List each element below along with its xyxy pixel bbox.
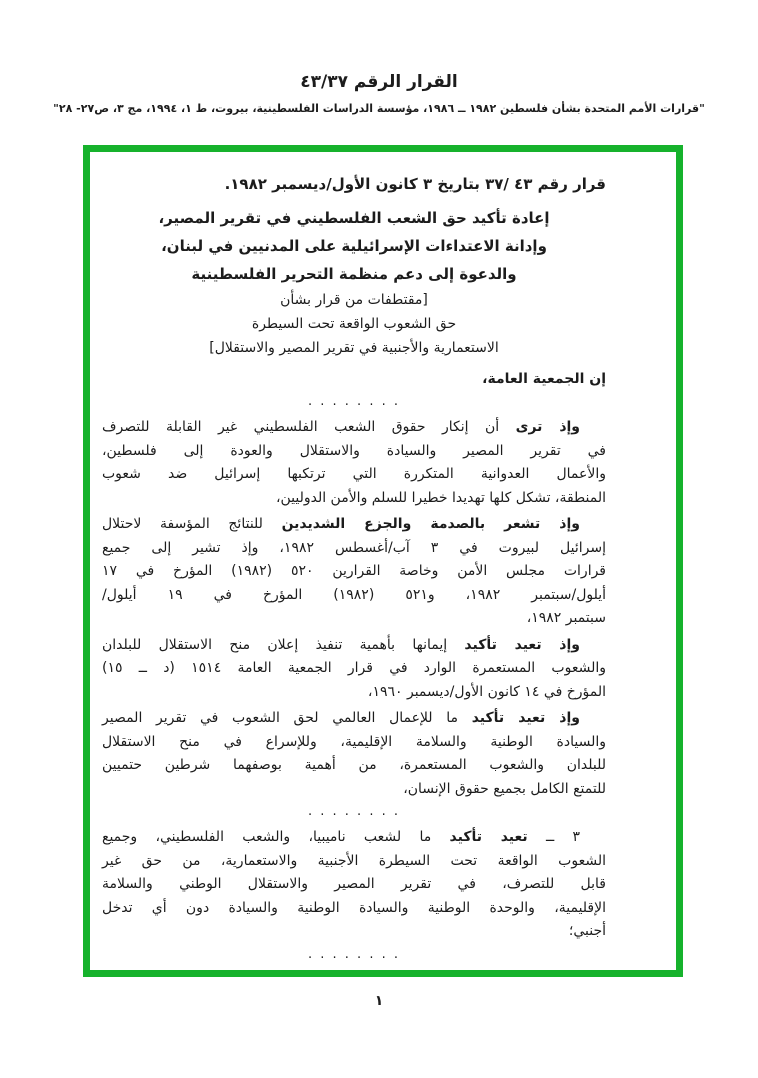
box-line: وإذ تعيد تأكيد إيمانها بأهمية تنفيذ إعلان منح الاستقلال للبلدان	[102, 636, 580, 653]
box-line: في تقرير المصير والسيادة والاستقلال والعودة إلى فلسطين،	[102, 442, 606, 459]
box-line: وإذ تعيد تأكيد ما للإعمال العالمي لحق الشعوب في تقرير المصير	[102, 710, 580, 726]
box-line: أجنبي؛	[568, 923, 606, 939]
box-line: المنطقة، تشكل كلها تهديدا خطيرا للسلم والأمن الدوليين،	[275, 489, 606, 506]
page-number: ١	[374, 993, 384, 1009]
box-line: ٣ ــ تعيد تأكيد ما لشعب ناميبيا، والشعب الفلسطيني، وجميع	[102, 829, 581, 845]
resolution-box	[83, 145, 683, 977]
box-line: إسرائيل لبيروت في ٣ آب/أغسطس ١٩٨٢، وإذ تشير إلى جميع	[102, 539, 606, 556]
box-line: قرار رقم ٤٣ /٣٧ بتاريخ ٣ كانون الأول/ديسمبر ١٩٨٢.	[224, 175, 606, 193]
box-line: سبتمبر ١٩٨٢،	[526, 610, 606, 626]
box-line: والأعمال العدوانية المتكررة التي ترتكبها إسرائيل ضد شعوب	[102, 466, 606, 482]
ellipsis-line: . . . . . . . .	[308, 804, 400, 819]
ellipsis-line: . . . . . . . .	[308, 394, 400, 409]
box-line: أيلول/سبتمبر ١٩٨٢، و٥٢١ (١٩٨٢) المؤرخ في ١٩ أيلول/	[102, 586, 607, 603]
ellipsis-line: . . . . . . . .	[308, 946, 400, 962]
box-line: حق الشعوب الواقعة تحت السيطرة	[251, 316, 457, 332]
box-line: للتمتع الكامل بجميع حقوق الإنسان،	[403, 780, 606, 797]
page-title: القرار الرقم ٤٣/٣٧	[300, 72, 458, 92]
box-line: والشعوب المستعمرة الوارد في قرار الجمعية العامة ١٥١٤ (د ــ ١٥)	[102, 660, 606, 676]
box-line: إن الجمعية العامة،	[482, 371, 606, 387]
box-line: قرارات مجلس الأمن وخاصة القرارين ٥٢٠ (١٩٨٢) المؤرخ في ١٧	[102, 563, 606, 579]
resolution-text	[90, 152, 676, 966]
box-line: [مقتطفات من قرار بشأن	[280, 292, 428, 308]
box-line: الإقليمية، والوحدة الوطنية والسيادة الوطنية والسيادة دون أي تدخل	[102, 899, 606, 916]
box-line: الشعوب الواقعة تحت السيطرة الأجنبية والاستعمارية، من حق غير	[102, 852, 606, 869]
source-citation: "قرارات الأمم المتحدة بشأن فلسطين ١٩٨٢ ــ ١٩٨٦، مؤسسة الدراسات الفلسطينية، بيروت، ط ١، ١٩٩٤، مج ٣، ص٢٧- ٢٨"	[53, 102, 705, 115]
box-line: وإذ ترى أن إنكار حقوق الشعب الفلسطيني غير القابلة للتصرف	[102, 419, 581, 435]
box-line: قابل للتصرف، في تقرير المصير والاستقلال الوطني والسلامة	[102, 876, 606, 892]
box-line: المؤرخ في ١٤ كانون الأول/ديسمبر ١٩٦٠،	[367, 683, 606, 700]
box-line: للبلدان والشعوب المستعمرة، من أهمية بوصفهما شرطين حتميين	[102, 757, 606, 773]
box-line: الاستعمارية والأجنبية في تقرير المصير والاستقلال]	[209, 340, 499, 356]
box-line: والسيادة الوطنية والسلامة الإقليمية، وللإسراع في منح الاستقلال	[102, 733, 606, 750]
box-line: إعادة تأكيد حق الشعب الفلسطيني في تقرير المصير،	[158, 209, 550, 227]
box-line: والدعوة إلى دعم منظمة التحرير الفلسطينية	[191, 265, 517, 283]
box-line: وإدانة الاعتداءات الإسرائيلية على المدنيين في لبنان،	[161, 237, 547, 255]
box-line: وإذ تشعر بالصدمة والجزع الشديدين للنتائج المؤسفة لاحتلال	[102, 516, 580, 532]
